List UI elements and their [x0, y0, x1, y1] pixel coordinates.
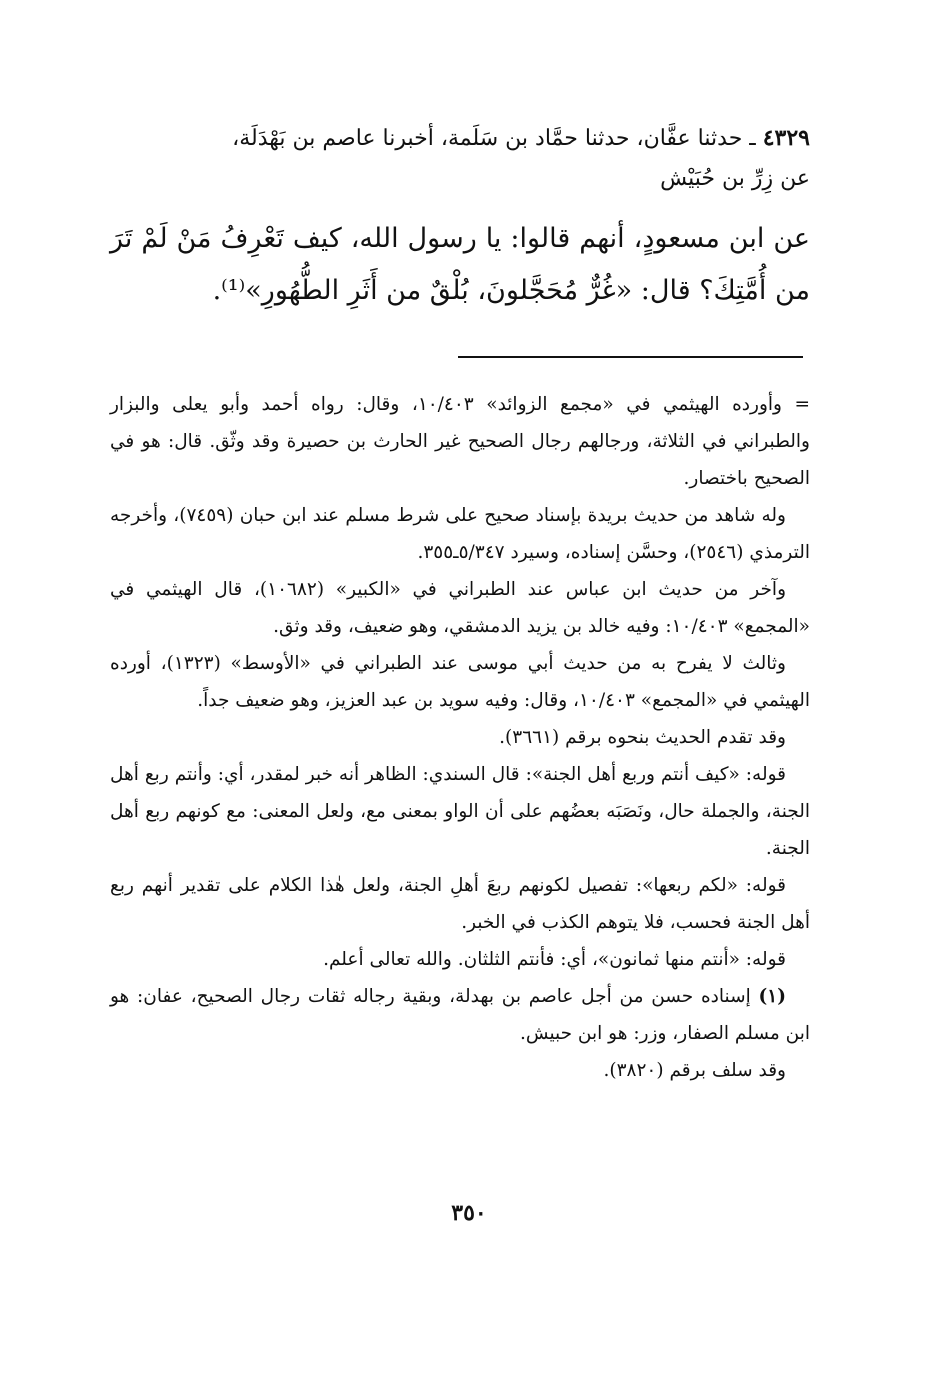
note-paragraph: قوله: «أنتم منها ثمانون»، أي: فأنتم الثلثان. والله تعالى أعلم. [323, 949, 786, 970]
footnote-marker: (١) [758, 986, 786, 1007]
note-paragraph: وآخر من حديث ابن عباس عند الطبراني في «الكبير» (١٠٦٨٢)، قال الهيثمي في «المجمع» ١٠/٤٠٣: وفيه خالد بن يزيد الدمشقي، وهو ضعيف، وقد وثق. [110, 579, 810, 637]
footnote-1 [110, 978, 810, 1052]
isnad-line-2: عن زِرِّ بن حُبَيْش [660, 166, 810, 191]
hadith-number: ٤٣٢٩ [762, 125, 810, 151]
footnote-text: إسناده حسن من أجل عاصم بن بهدلة، وبقية رجاله ثقات رجال الصحيح، عفان: هو ابن مسلم الصفار، وزر: هو ابن حبيش. [110, 986, 810, 1044]
note-paragraph: وله شاهد من حديث بريدة بإسناد صحيح على شرط مسلم عند ابن حبان (٧٤٥٩)، وأخرجه الترمذي (٢٥٤٦)، وحسَّن إسناده، وسيرد ٥/٣٤٧ـ٣٥٥. [110, 505, 810, 563]
hadith-matn: عن ابن مسعودٍ، أنهم قالوا: يا رسول الله، كيف تَعْرِفُ مَنْ لَمْ تَرَ من أُمَّتِكَ؟ قال: «غُرٌّ مُحَجَّلونَ، بُلْقٌ من أَثَرِ الطُّهُورِ»⁽¹⁾. [110, 223, 810, 306]
footnote-separator [458, 356, 803, 358]
note-paragraph: قوله: «لكم ربعها»: تفصيل لكونهم ربعَ أهلِ الجنة، ولعل هٰذا الكلام على تقدير أنهم ربع أهل الجنة فحسب، فلا يتوهم الكذب في الخبر. [110, 875, 810, 933]
main-text-block [110, 118, 810, 317]
note-paragraph: وثالث لا يفرح به من حديث أبي موسى عند الطبراني في «الأوسط» (١٣٢٣)، أورده الهيثمي في «المجمع» ١٠/٤٠٣، وقال: وفيه سويد بن عبد العزيز، وهو ضعيف جداً. [110, 653, 810, 711]
note-paragraph: وقد سلف برقم (٣٨٢٠). [603, 1060, 786, 1081]
isnad-line-1: ـ حدثنا عفَّان، حدثنا حمَّاد بن سَلَمة، أخبرنا عاصم بن بَهْدَلَة، [232, 126, 756, 151]
note-paragraph: = وأورده الهيثمي في «مجمع الزوائد» ١٠/٤٠٣، وقال: رواه أحمد وأبو يعلى والبزار والطبراني في الثلاثة، ورجالهم رجال الصحيح غير الحارث بن حصيرة وقد وثّق. قال: هو في الصحيح باختصار. [110, 394, 810, 489]
note-paragraph: وقد تقدم الحديث بنحوه برقم (٣٦٦١). [499, 727, 786, 748]
hadith-isnad [110, 118, 810, 199]
page-number: ٣٥٠ [451, 1200, 487, 1226]
note-paragraph: قوله: «كيف أنتم وربع أهل الجنة»: قال السندي: الظاهر أنه خبر لمقدر، أي: وأنتم ربع أهل الجنة، والجملة حال، ونَصَبَه بعضُهم على أن الواو بمعنى مع، ولعل المعنى: مع كونهم ربع أهل الجنة. [110, 764, 810, 859]
footnotes [110, 386, 810, 1089]
